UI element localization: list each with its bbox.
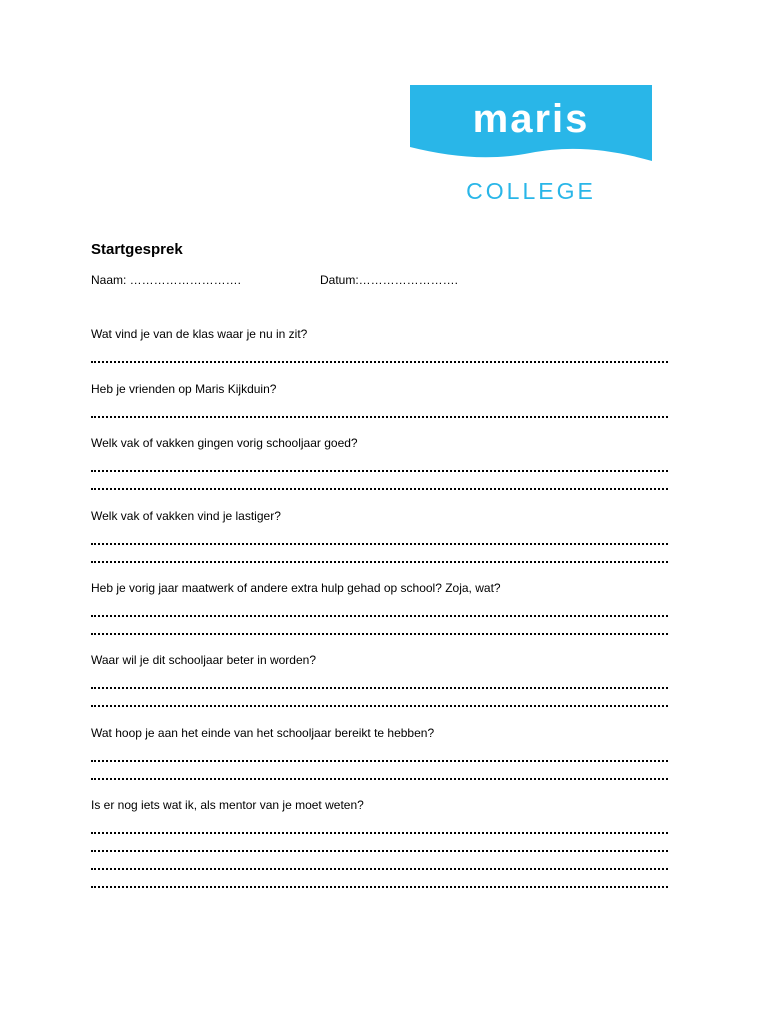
answer-line	[91, 705, 668, 707]
maris-college-logo	[410, 85, 652, 210]
question-1: Wat vind je van de klas waar je nu in zit?	[91, 327, 308, 341]
question-4: Welk vak of vakken vind je lastiger?	[91, 509, 281, 523]
answer-line	[91, 615, 668, 617]
logo-subtitle: COLLEGE	[466, 178, 596, 204]
answer-line	[91, 868, 668, 870]
answer-line	[91, 488, 668, 490]
answer-line	[91, 778, 668, 780]
question-2: Heb je vrienden op Maris Kijkduin?	[91, 382, 277, 396]
logo-wordmark: maris	[472, 97, 590, 141]
answer-line	[91, 850, 668, 852]
question-5: Heb je vorig jaar maatwerk of andere extra hulp gehad op school? Zoja, wat?	[91, 581, 501, 595]
answer-line	[91, 416, 668, 418]
question-6: Waar wil je dit schooljaar beter in worden?	[91, 653, 316, 667]
answer-line	[91, 886, 668, 888]
question-8: Is er nog iets wat ik, als mentor van je moet weten?	[91, 798, 364, 812]
question-3: Welk vak of vakken gingen vorig schooljaar goed?	[91, 436, 358, 450]
answer-line	[91, 760, 668, 762]
answer-line	[91, 361, 668, 363]
name-field: Naam: ……………………….	[91, 273, 242, 287]
page-title: Startgesprek	[91, 241, 183, 258]
answer-line	[91, 561, 668, 563]
answer-line	[91, 633, 668, 635]
answer-line	[91, 543, 668, 545]
answer-line	[91, 687, 668, 689]
date-field: Datum:…………………….	[320, 273, 459, 287]
answer-line	[91, 470, 668, 472]
answer-line	[91, 832, 668, 834]
question-7: Wat hoop je aan het einde van het schooljaar bereikt te hebben?	[91, 726, 435, 740]
